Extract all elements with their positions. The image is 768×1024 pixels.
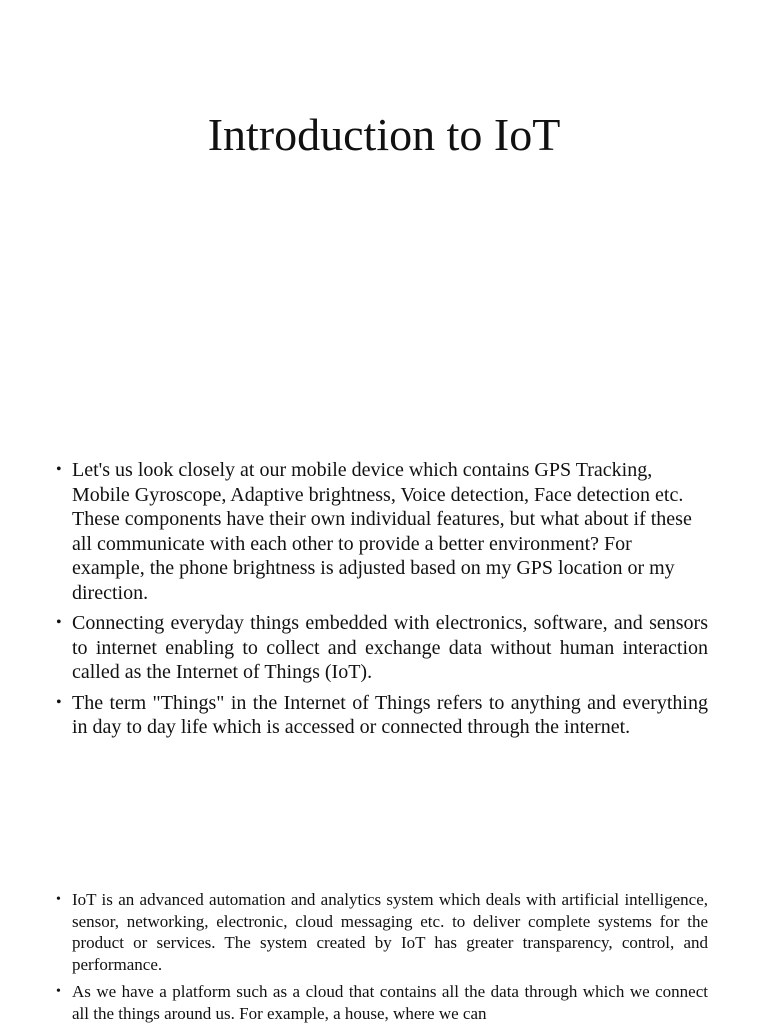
bullet-dot-icon: • <box>56 892 61 907</box>
bullet-item <box>56 981 708 1024</box>
bullet-item <box>56 889 708 975</box>
bullet-item <box>56 458 708 605</box>
bullet-dot-icon: • <box>56 614 62 631</box>
bullet-text: The term "Things" in the Internet of Things refers to anything and everything in day to day life which is accessed or connected through the internet. <box>72 691 708 738</box>
bullet-dot-icon: • <box>56 461 62 478</box>
bullet-text: IoT is an advanced automation and analytics system which deals with artificial intelligence, sensor, networking, electronic, cloud messaging etc. to deliver complete systems for the product or services. The system created by IoT has greater transparency, control, and performance. <box>72 890 708 974</box>
bullet-text: Connecting everyday things embedded with electronics, software, and sensors to internet enabling to collect and exchange data without human interaction called as the Internet of Things (IoT). <box>72 612 708 683</box>
bullet-item <box>56 611 708 685</box>
bullet-text: As we have a platform such as a cloud that contains all the data through which we connect all the things around us. For example, a house, where we can <box>72 982 708 1023</box>
bullet-dot-icon: • <box>56 984 61 999</box>
bullet-item <box>56 691 708 740</box>
bullet-list-primary <box>56 458 708 746</box>
bullet-list-secondary <box>56 889 708 1024</box>
slide-title: Introduction to IoT <box>207 109 561 160</box>
bullet-text: Let's us look closely at our mobile device which contains GPS Tracking, Mobile Gyroscope, Adaptive brightness, Voice detection, Face detection etc. These components have their own individual features, but what about if these all communicate with each other to provide a better environment? For example, the phone brightness is adjusted based on my GPS location or my direction. <box>72 459 692 604</box>
bullet-dot-icon: • <box>56 693 62 711</box>
